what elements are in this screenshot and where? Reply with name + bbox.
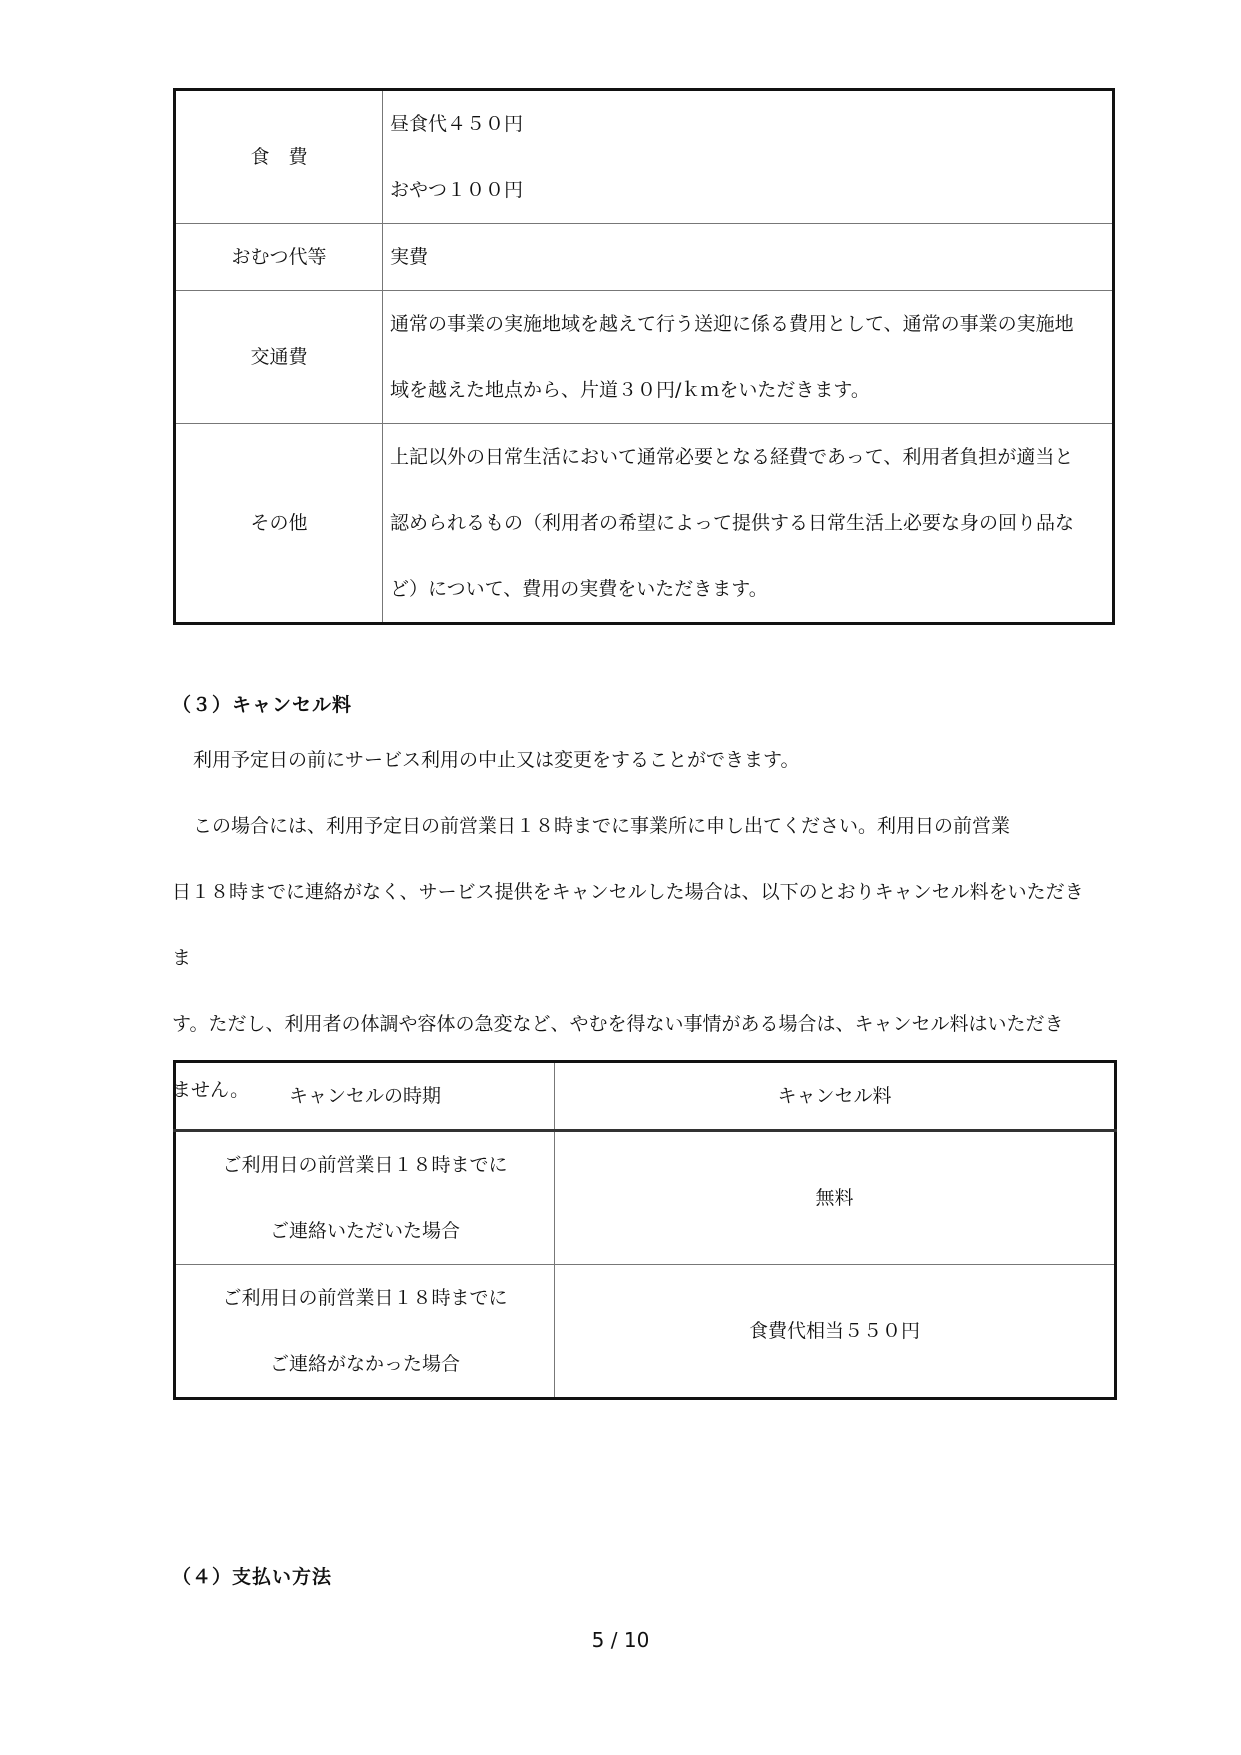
table-row — [175, 1265, 1116, 1399]
fee-label: おむつ代等 — [175, 224, 383, 291]
fee-line: ど）について、費用の実費をいただきます。 — [390, 578, 768, 600]
section-heading-payment-method: （４）支払い方法 — [172, 1566, 333, 1588]
fee-label: 交通費 — [175, 291, 383, 424]
cancellation-fee-table — [173, 1060, 1117, 1400]
fee-content — [383, 291, 1114, 424]
text-line: ません。 — [172, 1079, 250, 1101]
cancel-timing — [175, 1131, 555, 1265]
fee-line: 実費 — [390, 246, 429, 268]
text-line: 日１８時までに連絡がなく、サービス提供をキャンセルした場合は、以下のとおりキャンセル料をいただきま — [172, 881, 1084, 969]
table-row — [175, 424, 1114, 624]
table-row — [175, 90, 1114, 224]
cancel-timing — [175, 1265, 555, 1399]
table-row — [175, 291, 1114, 424]
cancel-fee: 無料 — [555, 1131, 1116, 1265]
cancellation-paragraph-1 — [172, 727, 1092, 793]
table-row — [175, 224, 1114, 291]
fee-table — [173, 88, 1115, 625]
fee-line: 昼食代４５０円 — [390, 113, 524, 135]
text-line: す。ただし、利用者の体調や容体の急変など、やむを得ない事情がある場合は、キャンセル料はいただき — [172, 1013, 1064, 1035]
column-header: キャンセルの時期 — [175, 1062, 555, 1131]
timing-line: ご連絡いただいた場合 — [269, 1220, 460, 1242]
section-heading-cancellation: （３）キャンセル料 — [172, 694, 353, 716]
timing-line: ご利用日の前営業日１８時までに — [222, 1154, 508, 1176]
fee-line: おやつ１００円 — [390, 179, 524, 201]
fee-content — [383, 90, 1114, 224]
fee-line: 通常の事業の実施地域を越えて行う送迎に係る費用として、通常の事業の実施地 — [390, 313, 1074, 335]
timing-line: ご利用日の前営業日１８時までに — [222, 1287, 508, 1309]
fee-line: 認められるもの（利用者の希望によって提供する日常生活上必要な身の回り品な — [390, 512, 1075, 534]
fee-label: その他 — [175, 424, 383, 624]
table-header-row — [175, 1062, 1116, 1131]
cancel-fee: 食費代相当５５０円 — [555, 1265, 1116, 1399]
timing-line: ご連絡がなかった場合 — [269, 1353, 460, 1375]
text-line: 利用予定日の前にサービス利用の中止又は変更をすることができます。 — [193, 749, 800, 771]
column-header: キャンセル料 — [555, 1062, 1116, 1131]
fee-content — [383, 424, 1114, 624]
table-row — [175, 1131, 1116, 1265]
text-line: この場合には、利用予定日の前営業日１８時までに事業所に申し出てください。利用日の前営業 — [193, 815, 1011, 837]
page-number: 5 / 10 — [591, 1628, 650, 1652]
fee-line: 域を越えた地点から、片道３０円/ｋｍをいただきます。 — [390, 379, 870, 401]
fee-line: 上記以外の日常生活において通常必要となる経費であって、利用者負担が適当と — [390, 446, 1074, 468]
fee-label: 食 費 — [175, 90, 383, 224]
fee-content — [383, 224, 1114, 291]
